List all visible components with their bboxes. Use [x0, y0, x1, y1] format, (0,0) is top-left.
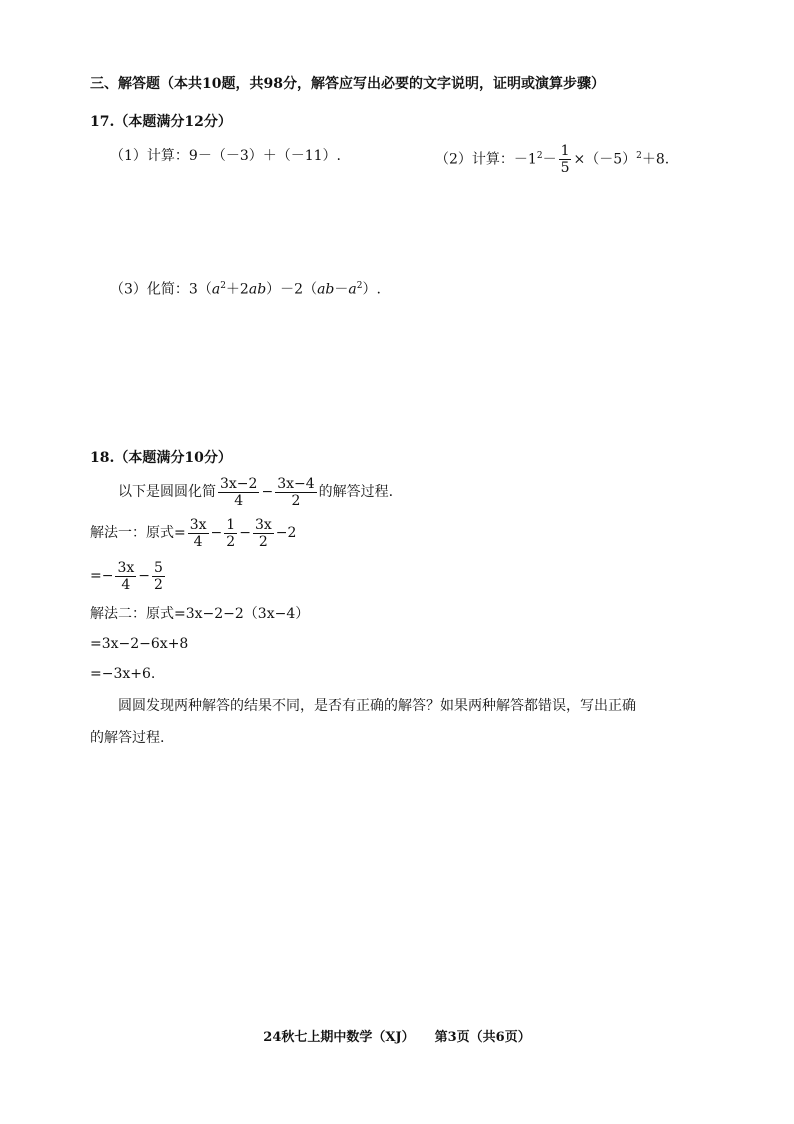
q17-p2-num: 1	[560, 143, 570, 160]
q18-method2-line3: =−3x+6.	[90, 666, 156, 682]
q18-m1-f3-den: 2	[258, 533, 268, 550]
q17-p3-label: （3）化简：3（	[110, 281, 212, 298]
q18-m1-l2-f1-num: 3x	[117, 559, 135, 576]
q17-p2-minus: －	[542, 151, 557, 168]
q17-header	[90, 112, 232, 132]
q17-p2-end: ＋8.	[641, 151, 670, 168]
q17-p3-exp2: 2	[356, 281, 363, 291]
q17-p2-den: 5	[560, 160, 570, 177]
q18-f2-num: 3x−4	[277, 475, 315, 492]
q17-p3-mid2: ）－2（	[266, 281, 318, 298]
q18-m1-l2-minus: −	[138, 568, 151, 584]
q17-p3-a: a	[211, 281, 221, 298]
q17-p2-tail: ×（－5）	[573, 151, 637, 168]
q18-method1-line1	[90, 515, 296, 551]
q17-number: 17.	[90, 114, 115, 130]
q17-p2-label: （2）计算：－1	[435, 151, 537, 168]
q17-p2-exp2: 2	[636, 151, 642, 161]
q17-p3-minus: －	[334, 281, 349, 298]
q17-p2-fraction	[559, 143, 572, 176]
q18-question-line2: 的解答过程.	[90, 730, 165, 746]
footer-page: 第3页（共6页）	[434, 1030, 531, 1045]
q18-score: （本题满分10分）	[114, 450, 232, 466]
q18-m1-minus-1: −	[210, 525, 223, 541]
q18-fraction-1	[218, 476, 259, 509]
page-footer	[0, 1026, 794, 1045]
q18-f2-den: 2	[291, 492, 301, 509]
q18-method2-line1: 解法二：原式=3x−2−2（3x−4）	[90, 606, 310, 622]
q17-part3	[110, 276, 381, 300]
q18-minus: −	[261, 484, 274, 500]
q18-m1-l2-f1-den: 4	[121, 576, 131, 593]
footer-exam: 24秋七上期中数学（XJ）	[263, 1030, 415, 1045]
q18-m1-l2-f2-den: 2	[154, 576, 163, 593]
q18-header	[90, 448, 232, 468]
q17-p3-end: ）.	[362, 281, 381, 298]
q18-m1-l2-f2-num: 5	[154, 559, 163, 576]
q18-question-line1: 圆圆发现两种解答的结果不同，是否有正确的解答？如果两种解答都错误，写出正确	[118, 698, 636, 714]
q18-m1-f3-num: 3x	[254, 516, 272, 533]
q17-p3-ab: ab	[248, 281, 267, 298]
q17-part2	[435, 138, 669, 178]
q18-intro	[118, 474, 393, 510]
section-title: 三、解答题（本共10题，共98分，解答应写出必要的文字说明，证明或演算步骤）	[90, 76, 605, 92]
q18-m1-f2-num: 1	[226, 516, 236, 533]
q18-m1-tail: −2	[275, 525, 297, 541]
q18-m1-f1-den: 4	[193, 533, 203, 550]
q18-m1-l2-pre: =−	[90, 568, 114, 584]
q18-method2-line2: =3x−2−6x+8	[90, 636, 189, 652]
q18-m1-frac3	[253, 517, 274, 550]
q18-m1-label: 解法一：原式=	[90, 525, 186, 541]
q17-p3-exp: 2	[220, 281, 226, 291]
q17-part1: （1）计算：9－（－3）＋（－11）.	[110, 148, 341, 164]
q17-score: （本题满分12分）	[114, 114, 232, 130]
q18-fraction-2	[275, 476, 316, 509]
q18-m1-minus-2: −	[239, 525, 251, 541]
q18-number: 18.	[90, 450, 115, 466]
q18-m1-l2-frac1	[115, 560, 136, 593]
q18-f1-num: 3x−2	[220, 475, 258, 492]
q18-intro-post: 的解答过程.	[318, 484, 394, 500]
q17-p3-ab2: ab	[317, 281, 335, 298]
q18-m1-f2-den: 2	[226, 533, 236, 550]
q18-m1-frac2	[224, 517, 237, 550]
q17-p2-exp: 2	[536, 151, 543, 161]
q18-m1-f1-num: 3x	[189, 516, 207, 533]
q18-m1-l2-frac2	[152, 560, 165, 593]
q17-p3-a2: a	[348, 281, 357, 298]
q18-f1-den: 4	[234, 492, 244, 509]
q17-p3-mid: ＋2	[225, 281, 249, 298]
q18-m1-frac1	[188, 517, 209, 550]
q18-method1-line2	[90, 558, 167, 594]
q18-intro-pre: 以下是圆圆化简	[118, 484, 216, 500]
